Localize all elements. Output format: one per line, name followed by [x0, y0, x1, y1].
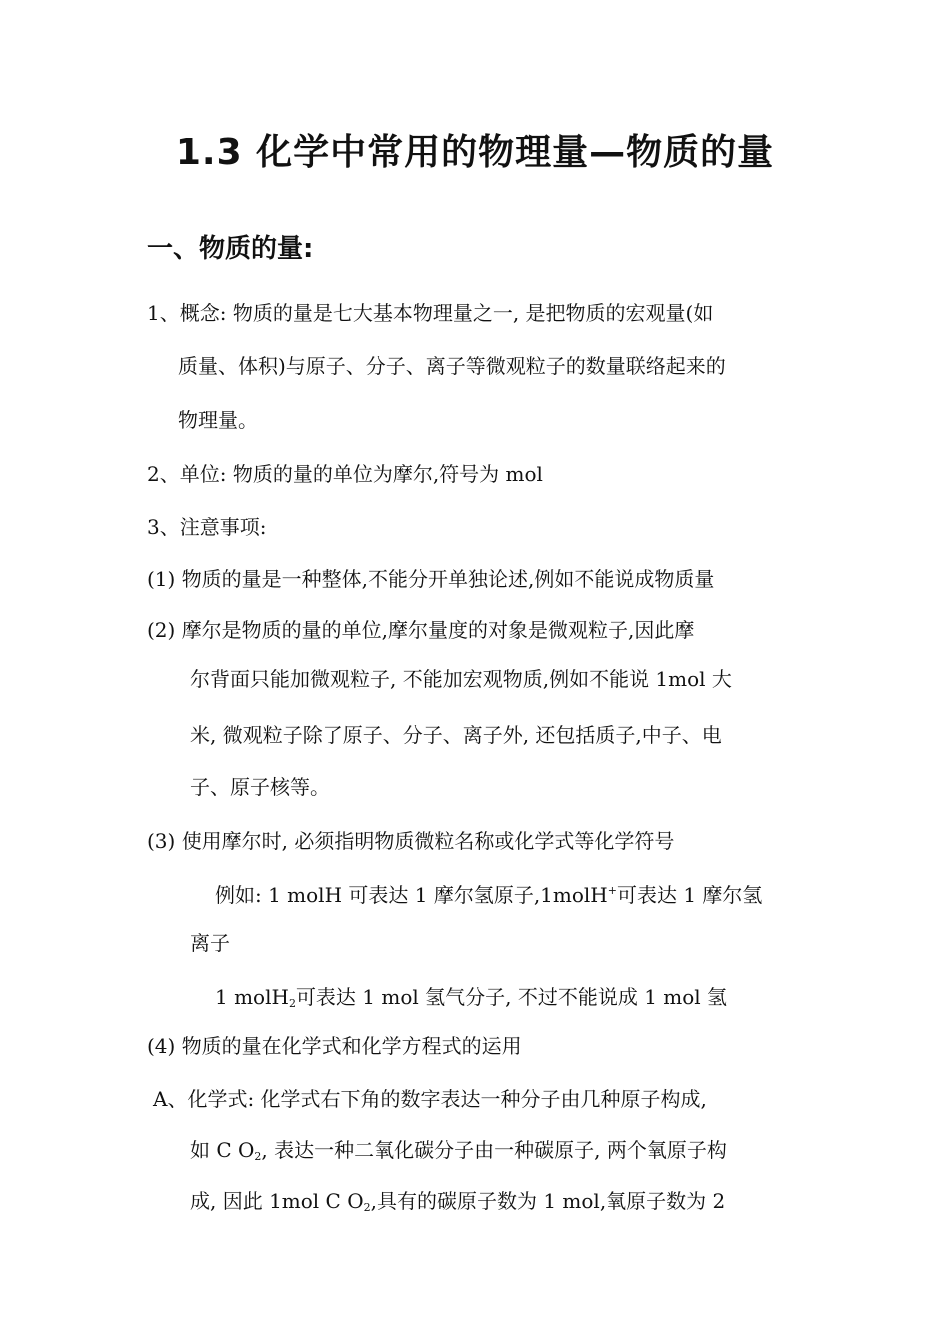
partA-line2 — [190, 1137, 727, 1170]
item3-notes-heading: 3、注意事项: — [147, 515, 267, 539]
partA-line2-subscript: 2 — [254, 1150, 262, 1163]
partA-line2-post: , 表达一种二氧化碳分子由一种碳原子, 两个氧原子构 — [261, 1138, 727, 1162]
partA-line3 — [190, 1188, 725, 1221]
note1: (1) 物质的量是一种整体,不能分开单独论述,例如不能说成物质量 — [147, 567, 715, 591]
note2-line2: 尔背面只能加微观粒子, 不能加宏观物质,例如不能说 1mol 大 — [190, 667, 732, 691]
example-a-end: 可表达 1 摩尔氢 — [616, 883, 763, 907]
partA-line2-pre: 如 C O — [190, 1138, 255, 1162]
item1-line2: 质量、体积)与原子、分子、离子等微观粒子的数量联络起来的 — [178, 354, 726, 378]
partA-line1: A、化学式: 化学式右下角的数字表达一种分子由几种原子构成, — [153, 1087, 707, 1111]
note3-example-b — [215, 984, 727, 1017]
partA-line3-pre: 成, 因此 1mol C O — [190, 1189, 364, 1213]
note3-example-a — [215, 878, 762, 908]
example-b-end: 可表达 1 mol 氢气分子, 不过不能说成 1 mol 氢 — [295, 985, 728, 1009]
example-a-text: 例如: 1 molH 可表达 1 摩尔氢原子,1molH — [215, 883, 608, 907]
note3-line1: (3) 使用摩尔时, 必须指明物质微粒名称或化学式等化学符号 — [147, 829, 675, 853]
note2-line1: (2) 摩尔是物质的量的单位,摩尔量度的对象是微观粒子,因此摩 — [147, 618, 695, 642]
page-title: 1.3 化学中常用的物理量—物质的量 — [175, 132, 775, 173]
example-b-subscript: 2 — [288, 997, 296, 1010]
note4: (4) 物质的量在化学式和化学方程式的运用 — [147, 1034, 522, 1058]
item1-line3: 物理量。 — [178, 408, 258, 432]
item2-unit: 2、单位: 物质的量的单位为摩尔,符号为 mol — [147, 462, 543, 486]
example-b-text: 1 molH — [215, 985, 289, 1009]
note2-line3: 米, 微观粒子除了原子、分子、离子外, 还包括质子,中子、电 — [190, 723, 722, 747]
note3-example-a-cont: 离子 — [190, 931, 230, 955]
example-a-superscript: + — [607, 884, 617, 897]
partA-line3-post: ,具有的碳原子数为 1 mol,氧原子数为 2 — [370, 1189, 726, 1213]
note2-line4: 子、原子核等。 — [190, 775, 330, 799]
partA-line3-subscript: 2 — [363, 1201, 371, 1214]
item1-line1: 1、概念: 物质的量是七大基本物理量之一, 是把物质的宏观量(如 — [147, 301, 714, 325]
section-heading: 一、物质的量: — [147, 234, 314, 264]
